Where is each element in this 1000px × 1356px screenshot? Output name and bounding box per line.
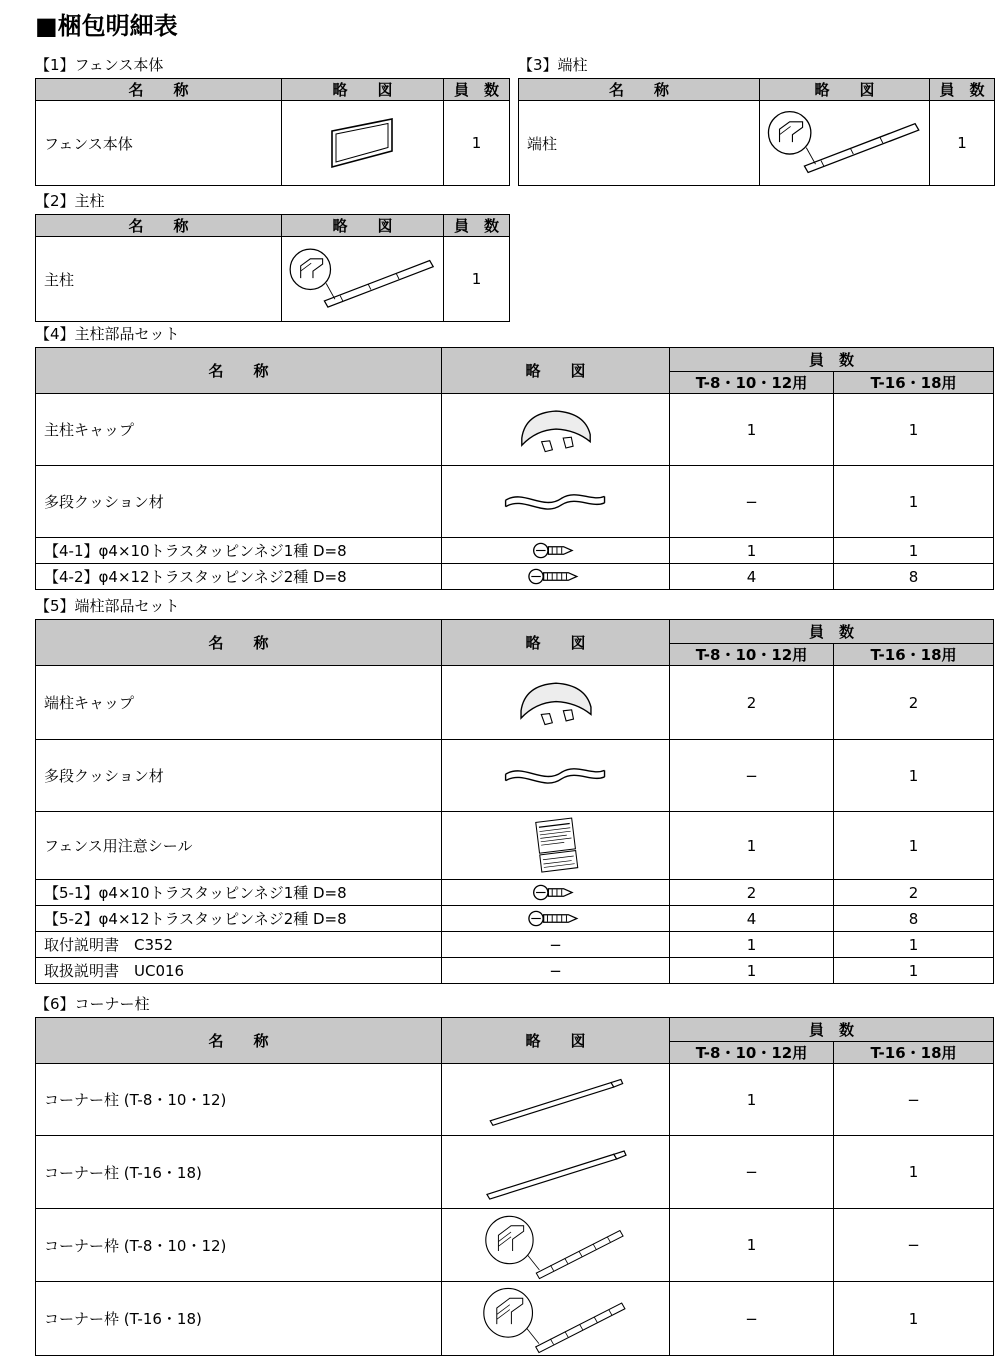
part-name: 【5-1】φ4×10トラスタッピンネジ1種 D=8 <box>36 880 442 906</box>
col-header-t16: T-16・18用 <box>834 1042 994 1064</box>
qty-t8: 1 <box>670 538 834 564</box>
col-header-diagram: 略 図 <box>760 79 930 101</box>
table-row <box>36 906 994 932</box>
screw-type2-icon <box>442 567 669 586</box>
col-header-name: 名 称 <box>36 1018 442 1064</box>
qty-t8: 2 <box>670 666 834 740</box>
col-header-t8: T-8・10・12用 <box>670 1042 834 1064</box>
qty-t16: 8 <box>834 564 994 590</box>
col-header-t16: T-16・18用 <box>834 644 994 666</box>
col-header-diagram: 略 図 <box>442 1018 670 1064</box>
part-name: 【4-1】φ4×10トラスタッピンネジ1種 D=8 <box>36 538 442 564</box>
part-name: 【5-2】φ4×12トラスタッピンネジ2種 D=8 <box>36 906 442 932</box>
qty-t16: 1 <box>834 958 994 984</box>
diagram-dash: − <box>442 932 670 958</box>
diagram-cell <box>760 101 930 186</box>
qty-t8: 1 <box>670 1209 834 1282</box>
qty-t16: 2 <box>834 880 994 906</box>
cushion-icon <box>442 487 669 517</box>
qty-t8: 4 <box>670 906 834 932</box>
col-header-qty: 員 数 <box>444 79 510 101</box>
diagram-cell <box>442 1282 670 1356</box>
diagram-cell <box>282 101 444 186</box>
table-row <box>36 237 510 322</box>
qty-t8: 1 <box>670 1064 834 1136</box>
col-header-qty-group: 員 数 <box>670 1018 994 1042</box>
section-2-label: 【2】主柱 <box>35 192 105 210</box>
screw-type2-icon <box>442 909 669 928</box>
part-name: コーナー柱 (T-8・10・12) <box>36 1064 442 1136</box>
diagram-cell <box>442 666 670 740</box>
corner-frame-icon <box>442 1210 669 1281</box>
table-row <box>36 394 994 466</box>
qty-t8: − <box>670 466 834 538</box>
qty-t16: − <box>834 1209 994 1282</box>
table-row <box>36 812 994 880</box>
col-header-qty: 員 数 <box>444 215 510 237</box>
col-header-name: 名 称 <box>36 348 442 394</box>
diagram-dash: − <box>442 958 670 984</box>
screw-type1-icon <box>442 541 669 560</box>
table-row <box>36 1209 994 1282</box>
section-3-label: 【3】端柱 <box>518 56 588 74</box>
diagram-cell <box>442 538 670 564</box>
qty-value: 1 <box>444 101 510 186</box>
part-name: 多段クッション材 <box>36 740 442 812</box>
diagram-cell <box>442 394 670 466</box>
table-corner-post <box>35 1017 994 1356</box>
section-5-label: 【5】端柱部品セット <box>35 597 180 615</box>
part-name: 【4-2】φ4×12トラスタッピンネジ2種 D=8 <box>36 564 442 590</box>
corner-post-icon <box>442 1071 669 1128</box>
table-row <box>36 666 994 740</box>
part-name: 取付説明書 C352 <box>36 932 442 958</box>
qty-t16: 1 <box>834 1136 994 1209</box>
diagram-cell <box>442 880 670 906</box>
section-6-label: 【6】コーナー柱 <box>35 995 150 1013</box>
cushion-icon <box>442 761 669 791</box>
qty-t8: − <box>670 1136 834 1209</box>
qty-t16: 1 <box>834 538 994 564</box>
qty-t8: 1 <box>670 812 834 880</box>
diagram-cell <box>442 466 670 538</box>
col-header-diagram: 略 図 <box>282 79 444 101</box>
qty-t16: 1 <box>834 466 994 538</box>
table-row <box>36 958 994 984</box>
col-header-name: 名 称 <box>36 79 282 101</box>
qty-t8: 1 <box>670 932 834 958</box>
table-end-post-parts <box>35 619 994 984</box>
post-cap-icon <box>442 400 669 460</box>
section-1 <box>35 56 509 186</box>
part-name: コーナー柱 (T-16・18) <box>36 1136 442 1209</box>
table-row <box>36 932 994 958</box>
diagram-cell <box>282 237 444 322</box>
table-row <box>519 101 995 186</box>
part-name: 端柱キャップ <box>36 666 442 740</box>
table-row <box>36 564 994 590</box>
end-post-icon <box>760 107 929 179</box>
qty-t8: 4 <box>670 564 834 590</box>
table-row <box>36 1136 994 1209</box>
table-row <box>36 740 994 812</box>
qty-t8: 1 <box>670 394 834 466</box>
diagram-cell <box>442 1064 670 1136</box>
table-end-post <box>518 78 995 186</box>
qty-t8: − <box>670 740 834 812</box>
diagram-cell <box>442 906 670 932</box>
table-row <box>36 466 994 538</box>
corner-post-icon <box>442 1142 669 1202</box>
qty-t16: − <box>834 1064 994 1136</box>
qty-t8: 1 <box>670 958 834 984</box>
qty-t16: 1 <box>834 740 994 812</box>
screw-type1-icon <box>442 883 669 902</box>
part-name: 主柱 <box>36 237 282 322</box>
col-header-qty-group: 員 数 <box>670 620 994 644</box>
caution-sticker-icon <box>442 814 669 878</box>
qty-t16: 2 <box>834 666 994 740</box>
section-6 <box>35 995 993 1356</box>
qty-value: 1 <box>444 237 510 322</box>
col-header-t8: T-8・10・12用 <box>670 644 834 666</box>
col-header-name: 名 称 <box>519 79 760 101</box>
table-row <box>36 1064 994 1136</box>
col-header-t16: T-16・18用 <box>834 372 994 394</box>
qty-t16: 1 <box>834 812 994 880</box>
table-row <box>36 1282 994 1356</box>
corner-frame-icon <box>442 1282 669 1355</box>
table-row <box>36 101 510 186</box>
part-name: 端柱 <box>519 101 760 186</box>
part-name: 主柱キャップ <box>36 394 442 466</box>
section-1-label: 【1】フェンス本体 <box>35 56 164 74</box>
part-name: フェンス本体 <box>36 101 282 186</box>
qty-t16: 1 <box>834 1282 994 1356</box>
section-5 <box>35 597 993 984</box>
diagram-cell <box>442 564 670 590</box>
col-header-name: 名 称 <box>36 215 282 237</box>
table-row <box>36 538 994 564</box>
col-header-diagram: 略 図 <box>282 215 444 237</box>
qty-t16: 1 <box>834 394 994 466</box>
main-post-icon <box>282 244 443 314</box>
qty-t16: 8 <box>834 906 994 932</box>
qty-t8: 2 <box>670 880 834 906</box>
fence-panel-icon <box>282 111 443 175</box>
top-columns <box>35 56 993 186</box>
col-header-name: 名 称 <box>36 620 442 666</box>
page-title: ■梱包明細表 <box>35 12 178 40</box>
diagram-cell <box>442 812 670 880</box>
col-header-diagram: 略 図 <box>442 348 670 394</box>
qty-t16: 1 <box>834 932 994 958</box>
diagram-cell <box>442 740 670 812</box>
diagram-cell <box>442 1136 670 1209</box>
post-cap-icon <box>442 672 669 733</box>
col-header-qty-group: 員 数 <box>670 348 994 372</box>
part-name: 多段クッション材 <box>36 466 442 538</box>
section-2 <box>35 192 993 322</box>
table-main-post <box>35 214 510 322</box>
col-header-t8: T-8・10・12用 <box>670 372 834 394</box>
table-fence-body <box>35 78 510 186</box>
col-header-diagram: 略 図 <box>442 620 670 666</box>
qty-value: 1 <box>930 101 995 186</box>
col-header-qty: 員 数 <box>930 79 995 101</box>
section-3 <box>518 56 994 186</box>
qty-t8: − <box>670 1282 834 1356</box>
part-name: フェンス用注意シール <box>36 812 442 880</box>
table-main-post-parts <box>35 347 994 590</box>
part-name: コーナー枠 (T-8・10・12) <box>36 1209 442 1282</box>
section-4-label: 【4】主柱部品セット <box>35 325 180 343</box>
part-name: コーナー枠 (T-16・18) <box>36 1282 442 1356</box>
table-row <box>36 880 994 906</box>
section-4 <box>35 325 993 590</box>
diagram-cell <box>442 1209 670 1282</box>
part-name: 取扱説明書 UC016 <box>36 958 442 984</box>
